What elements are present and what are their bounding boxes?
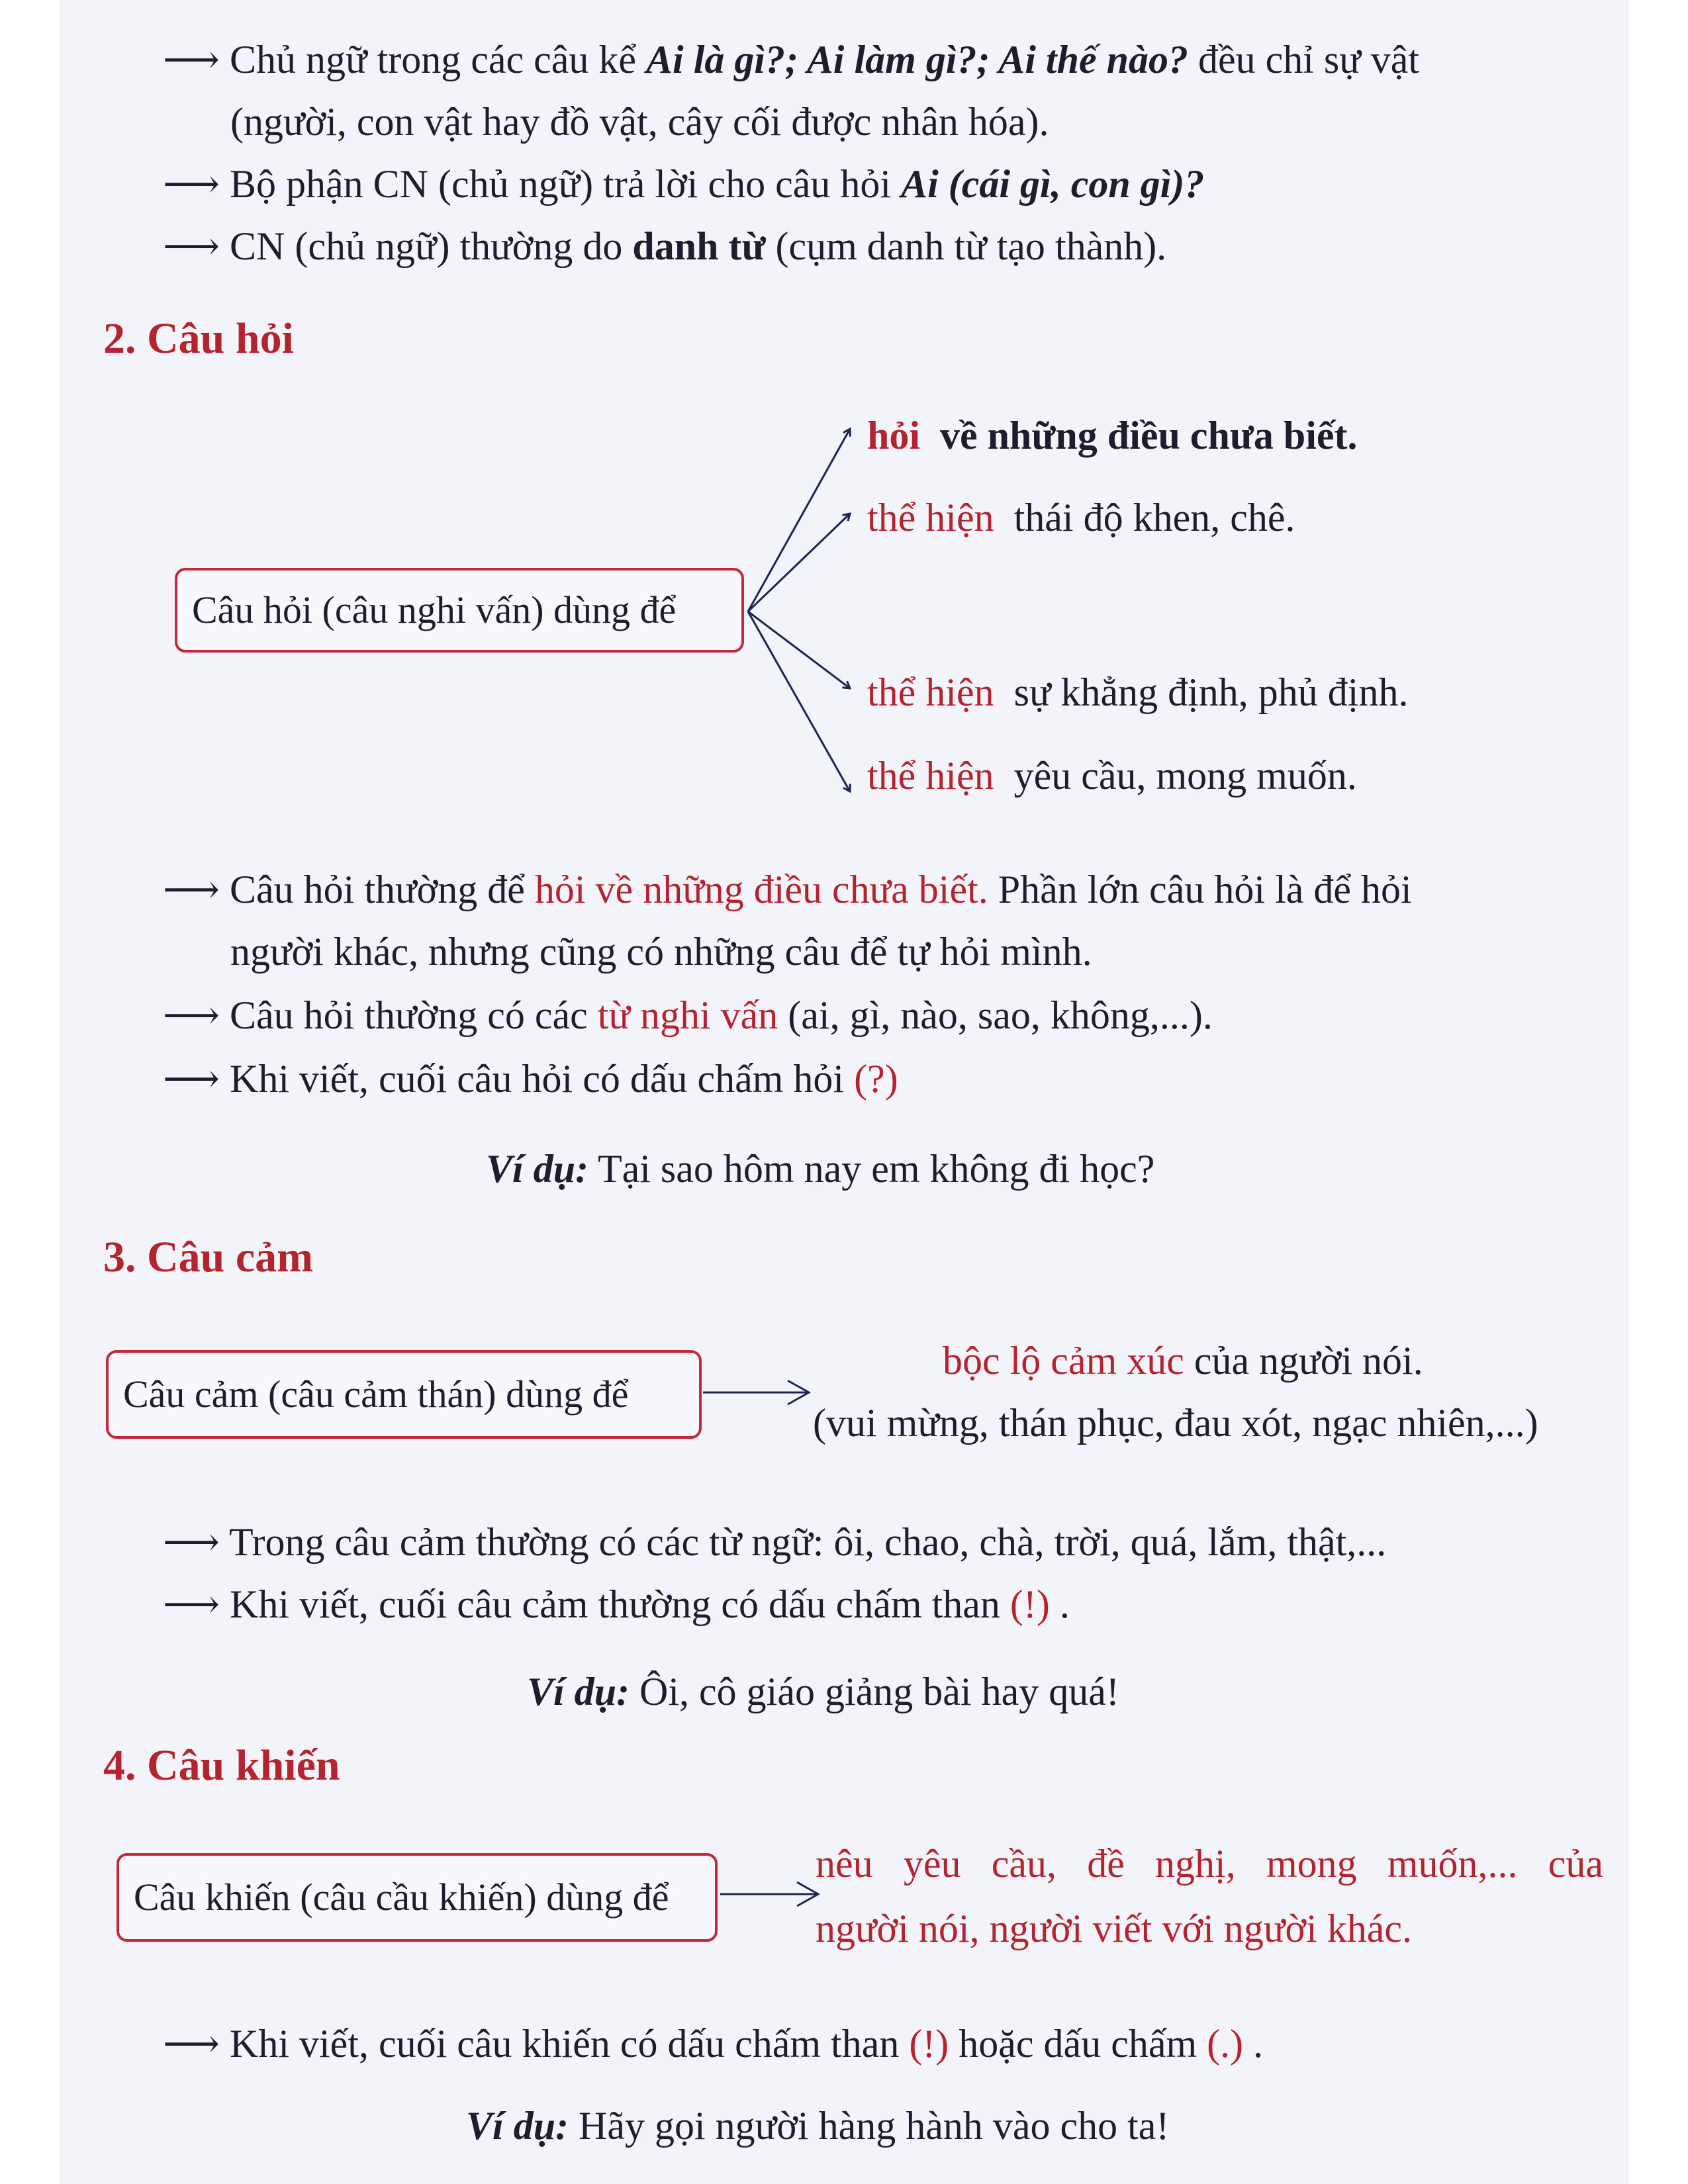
branch-1: hỏi về những điều chưa biết.	[867, 414, 1358, 457]
intro-line-3: ⟶ CN (chủ ngữ) thường do danh từ (cụm danh từ tạo thành).	[163, 224, 1167, 268]
box-cau-cam: Câu cảm (câu cảm thán) dùng để	[106, 1350, 702, 1439]
bullet-arrow-icon: ⟶	[163, 1057, 220, 1101]
heading-cau-hoi: 2. Câu hỏi	[103, 314, 294, 363]
bullet-arrow-icon: ⟶	[163, 2022, 220, 2066]
box-cau-hoi: Câu hỏi (câu nghi vấn) dùng để	[175, 568, 744, 653]
cau-cam-target-2: (vui mừng, thán phục, đau xót, ngạc nhiên,...)	[813, 1401, 1538, 1445]
bullet-arrow-icon: ⟶	[163, 224, 220, 268]
fork-line-1	[748, 429, 850, 612]
cau-khien-example: Ví dụ: Hãy gọi người hàng hành vào cho ta!	[466, 2104, 1170, 2148]
intro-line-1: ⟶ Chủ ngữ trong các câu kể Ai là gì?; Ai làm gì?; Ai thế nào? đều chỉ sự vật	[163, 38, 1420, 81]
cau-hoi-note-1: ⟶ Câu hỏi thường để hỏi về những điều chưa biết. Phần lớn câu hỏi là để hỏi	[163, 868, 1412, 911]
heading-cau-cam: 3. Câu cảm	[103, 1233, 314, 1281]
cau-hoi-note-2: ⟶ Câu hỏi thường có các từ nghi vấn (ai, gì, nào, sao, không,...).	[163, 993, 1213, 1037]
branch-4: thể hiện yêu cầu, mong muốn.	[867, 754, 1357, 797]
intro-line-2: ⟶ Bộ phận CN (chủ ngữ) trả lời cho câu hỏi Ai (cái gì, con gì)?	[163, 162, 1205, 206]
cau-hoi-note-1b: người khác, nhưng cũng có những câu để tự hỏi mình.	[230, 930, 1092, 974]
bullet-arrow-icon: ⟶	[163, 162, 220, 206]
cau-cam-target-1: bộc lộ cảm xúc của người nói.	[943, 1339, 1423, 1383]
heading-cau-khien: 4. Câu khiến	[103, 1741, 340, 1790]
cau-hoi-example: Ví dụ: Tại sao hôm nay em không đi học?	[486, 1147, 1155, 1191]
bullet-arrow-icon: ⟶	[163, 868, 220, 911]
fork-line-2	[748, 514, 850, 612]
bullet-arrow-icon: ⟶	[163, 38, 220, 81]
cau-cam-note-1: ⟶ Trong câu cảm thường có các từ ngữ: ôi, chao, chà, trời, quá, lắm, thật,...	[163, 1520, 1387, 1564]
cau-hoi-note-3: ⟶ Khi viết, cuối câu hỏi có dấu chấm hỏi (?)	[163, 1057, 898, 1101]
cau-khien-note-1: ⟶ Khi viết, cuối câu khiến có dấu chấm than (!) hoặc dấu chấm (.) .	[163, 2022, 1264, 2066]
fork-line-3	[748, 612, 850, 688]
branch-2: thể hiện thái độ khen, chê.	[867, 496, 1295, 539]
cau-khien-target-2: người nói, người viết với người khác.	[816, 1907, 1413, 1950]
bullet-arrow-icon: ⟶	[163, 1582, 220, 1626]
fork-line-4	[748, 612, 850, 792]
cau-cam-example: Ví dụ: Ôi, cô giáo giảng bài hay quá!	[527, 1670, 1119, 1713]
cau-khien-target-1: nêu yêu cầu, đề nghị, mong muốn,... của	[816, 1842, 1603, 1886]
bullet-arrow-icon: ⟶	[163, 993, 220, 1037]
branch-3: thể hiện sự khẳng định, phủ định.	[867, 670, 1409, 714]
box-cau-khien: Câu khiến (câu cầu khiến) dùng để	[117, 1853, 718, 1942]
intro-line-1b: (người, con vật hay đồ vật, cây cối được nhân hóa).	[230, 100, 1049, 144]
bullet-arrow-icon: ⟶	[163, 1520, 220, 1564]
cau-cam-note-2: ⟶ Khi viết, cuối câu cảm thường có dấu chấm than (!) .	[163, 1582, 1070, 1626]
